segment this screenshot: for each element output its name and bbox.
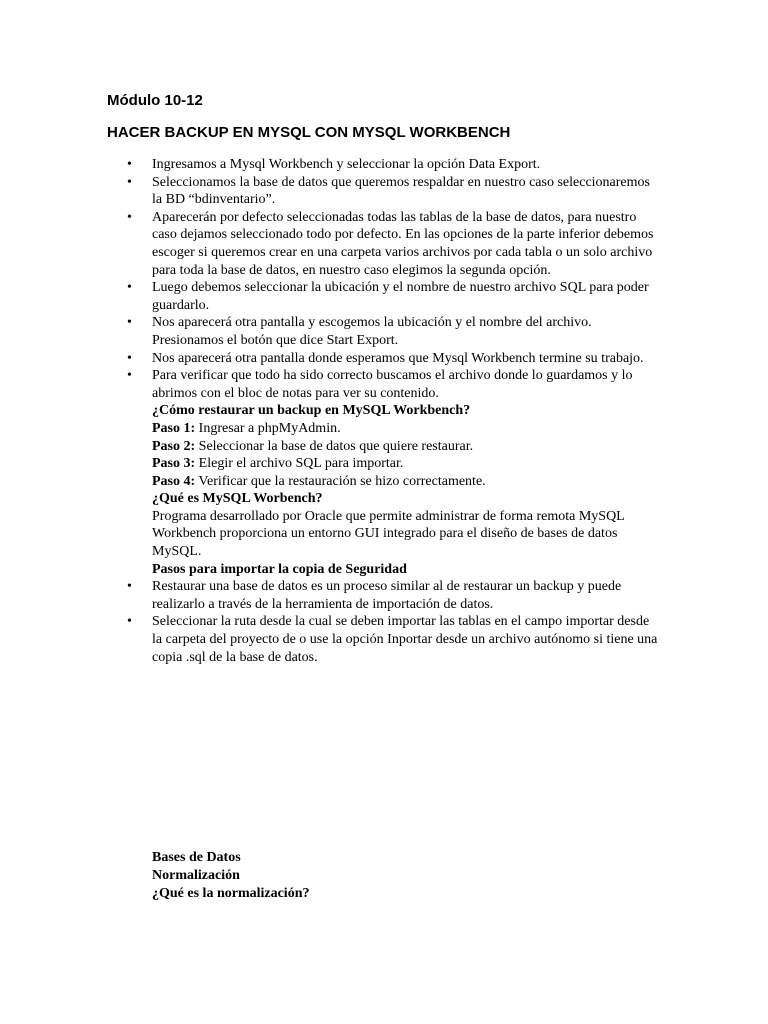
list-item bbox=[152, 314, 662, 349]
restore-step-3 bbox=[152, 455, 662, 473]
list-item-text: • Ingresamos a Mysql Workbench y seleccionar la opción Data Export. bbox=[152, 157, 541, 172]
list-item bbox=[152, 350, 662, 368]
restore-question: ¿Cómo restaurar un backup en MySQL Workbench? bbox=[152, 403, 471, 419]
list-item-text: • Nos aparecerá otra pantalla donde esperamos que Mysql Workbench termine su trabajo. bbox=[152, 350, 644, 366]
list-item-text: • Nos aparecerá otra pantalla y escogemos la ubicación y el nombre del archivo. Presionamos el botón que dice Start Export. bbox=[152, 315, 592, 348]
workbench-question: ¿Qué es MySQL Worbench? bbox=[152, 491, 323, 507]
step-label: Paso 1: bbox=[152, 420, 196, 436]
main-heading: HACER BACKUP EN MYSQL CON MYSQL WORKBENCH bbox=[107, 124, 511, 141]
backup-steps-list bbox=[152, 156, 662, 402]
document-body bbox=[152, 156, 662, 666]
workbench-answer: Programa desarrollado por Oracle que permite administrar de forma remota MySQL Workbench proporciona un entorno GUI integrado para el diseño de bases de datos MySQL. bbox=[152, 508, 625, 560]
import-steps-list bbox=[152, 578, 662, 666]
list-item bbox=[152, 156, 662, 174]
section-question: ¿Qué es la normalización? bbox=[152, 886, 310, 901]
step-text: Verificar que la restauración se hizo correctamente. bbox=[195, 473, 486, 489]
step-label: Paso 3: bbox=[152, 456, 196, 472]
next-section bbox=[152, 849, 310, 903]
step-text: Elegir el archivo SQL para importar. bbox=[195, 456, 404, 472]
section-title: Bases de Datos bbox=[152, 850, 241, 865]
import-title: Pasos para importar la copia de Seguridad bbox=[152, 561, 407, 577]
list-item bbox=[152, 279, 662, 314]
restore-step-2 bbox=[152, 438, 662, 456]
list-item-text: • Restaurar una base de datos es un proceso similar al de restaurar un backup y puede realizarlo a través de la herramienta de importación de datos. bbox=[152, 579, 622, 612]
module-title: Módulo 10-12 bbox=[107, 92, 203, 109]
restore-step-4 bbox=[152, 473, 662, 491]
list-item-text: • Seleccionar la ruta desde la cual se deben importar las tablas en el campo importar desde la carpeta del proyecto de o use la opción Inportar desde un archivo autónomo si tiene una copia .sql de la base de datos. bbox=[152, 614, 658, 665]
list-item bbox=[152, 209, 662, 279]
list-item bbox=[152, 613, 662, 666]
restore-step-1 bbox=[152, 420, 662, 438]
step-text: Seleccionar la base de datos que quiere restaurar. bbox=[195, 438, 474, 454]
list-item-text: • Aparecerán por defecto seleccionadas todas las tablas de la base de datos, para nuestro caso dejamos seleccionado todo por defecto. En las opciones de la parte inferior debemos escoger si queremos crear en una carpeta varios archivos por cada tabla o un solo archivo para toda la base de datos, en nuestro caso elegimos la segunda opción. bbox=[152, 209, 654, 278]
list-item-text: • Para verificar que todo ha sido correcto buscamos el archivo donde lo guardamos y lo abrimos con el bloc de notas para ver su contenido. bbox=[152, 368, 633, 401]
list-item bbox=[152, 367, 662, 402]
list-item bbox=[152, 578, 662, 613]
list-item bbox=[152, 174, 662, 209]
step-label: Paso 4: bbox=[152, 473, 196, 489]
step-text: Ingresar a phpMyAdmin. bbox=[195, 420, 341, 436]
step-label: Paso 2: bbox=[152, 438, 196, 454]
section-subtitle: Normalización bbox=[152, 868, 240, 883]
list-item-text: • Luego debemos seleccionar la ubicación y el nombre de nuestro archivo SQL para poder guardarlo. bbox=[152, 280, 649, 313]
list-item-text: • Seleccionamos la base de datos que queremos respaldar en nuestro caso seleccionaremos la BD “bdinventario”. bbox=[152, 174, 650, 208]
